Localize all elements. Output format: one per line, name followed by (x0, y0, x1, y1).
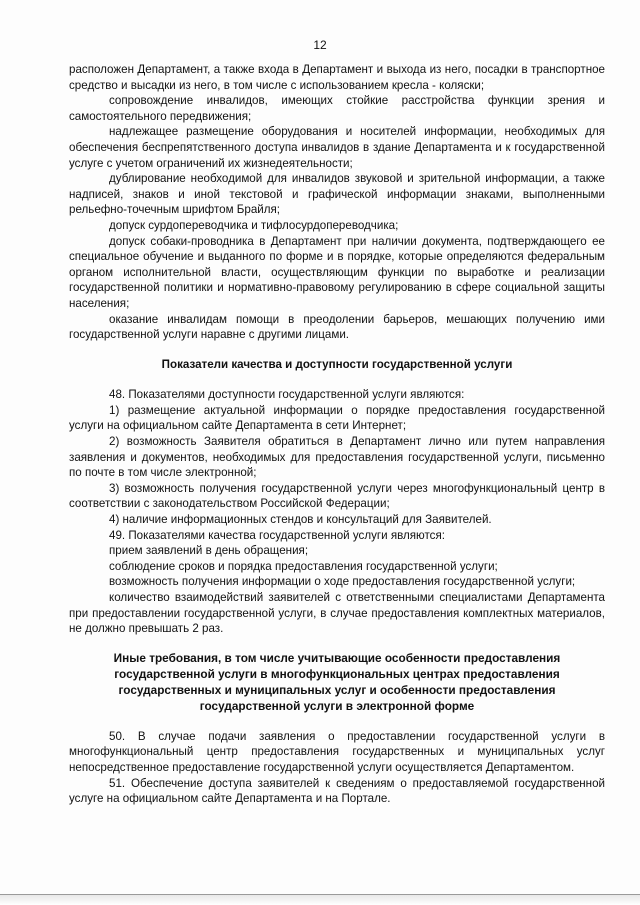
section-heading: Иные требования, в том числе учитывающие особенности предоставления государственной услуги в многофункциональных центрах предоставления государственных и муниципальных услуг и особенности предоставления государственной услуги в электронной форме (113, 650, 561, 713)
paragraph: оказание инвалидам помощи в преодолении барьеров, мешающих получению ими государственной услуги наравне с другими лицами. (69, 312, 605, 342)
paragraph: сопровождение инвалидов, имеющих стойкие расстройства функции зрения и самостоятельного передвижения; (69, 94, 605, 123)
list-item: 4) наличие информационных стендов и консультаций для Заявителей. (109, 513, 492, 527)
list-item: 2) возможность Заявителя обратиться в Департамент лично или путем направления заявления и документов, необходимых для предоставления государственной услуги, письменно по почте в том числе электронной; (69, 435, 605, 480)
paragraph: 50. В случае подачи заявления о предоставлении государственной услуги в многофункциональный центр предоставления государственных и муниципальных услуг непосредственное предоставление государственной услуги осуществляется Департаментом. (69, 729, 605, 774)
list-item: 3) возможность получения государственной услуги через многофункциональный центр в соответствии с законодательством Российской Федерации; (69, 481, 605, 511)
paragraph: 48. Показателями доступности государственной услуги являются: (109, 388, 465, 402)
list-item: 1) размещение актуальной информации о порядке предоставления государственной услуги на официальном сайте Департамента в сети Интернет; (69, 403, 605, 433)
paragraph: допуск сурдопереводчика и тифлосурдопереводчика; (109, 218, 399, 232)
page-number: 12 (313, 38, 327, 52)
list-item: возможность получения информации о ходе предоставления государственной услуги; (109, 575, 576, 589)
paragraph: расположен Департамент, а также входа в Департамент и выхода из него, посадки в транспортное средство и высадки из него, в том числе с использованием кресла - коляски; (69, 63, 605, 92)
paragraph: 51. Обеспечение доступа заявителей к сведениям о предоставляемой государственной услуге на официальном сайте Департамента и на Портале. (69, 776, 605, 806)
paragraph: допуск собаки-проводника в Департамент при наличии документа, подтверждающего ее специальное обучение и выданного по форме и в порядке, которые определяются федеральным органом исполнительной власти, осуществляющим функции по выработке и реализации государственной политики и нормативно-правовому регулированию в сфере социальной защиты населения; (69, 234, 605, 310)
document-body (69, 62, 605, 807)
section-heading: Показатели качества и доступности государственной услуги (161, 357, 513, 371)
paragraph: 49. Показателями качества государственной услуги являются: (109, 528, 445, 542)
scan-edge (0, 894, 640, 905)
paragraph: надлежащее размещение оборудования и носителей информации, необходимых для обеспечения беспрепятственного доступа инвалидов в здание Департамента и к государственной услуге с учетом ограничений их жизнедеятельности; (69, 125, 605, 170)
paragraph: дублирование необходимой для инвалидов звуковой и зрительной информации, а также надписей, знаков и иной текстовой и графической информации знаками, выполненными рельефно-точечным шрифтом Брайля; (69, 172, 605, 217)
list-item: соблюдение сроков и порядка предоставления государственной услуги; (109, 559, 498, 573)
list-item: прием заявлений в день обращения; (109, 544, 309, 558)
list-item: количество взаимодействий заявителей с ответственными специалистами Департамента при предоставлении государственной услуги, в случае предоставления комплектных материалов, не должно превышать 2 раз. (69, 591, 605, 636)
